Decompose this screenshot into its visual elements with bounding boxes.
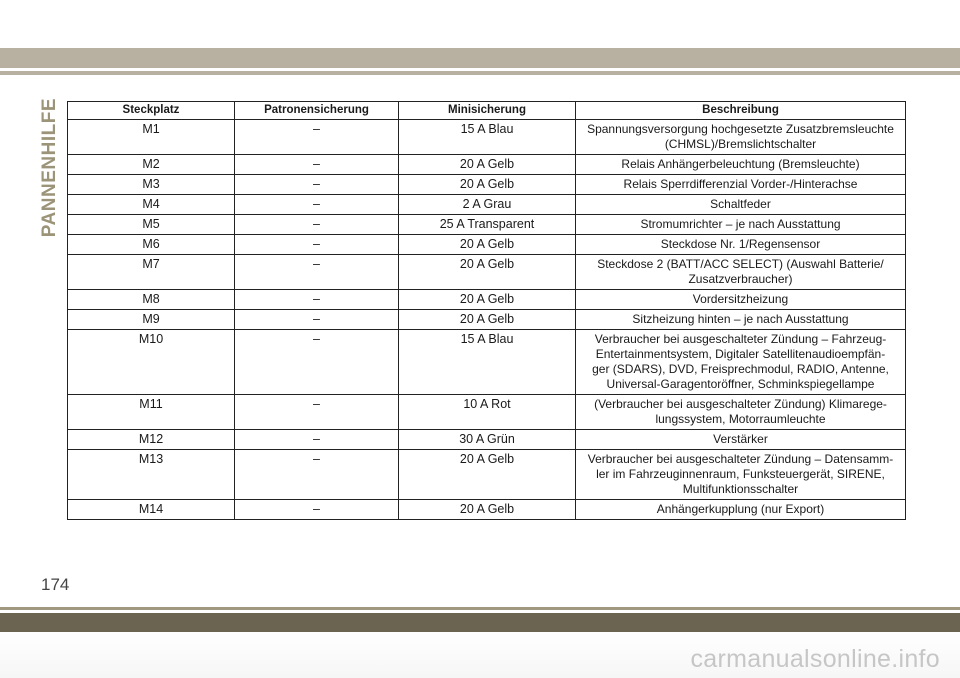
section-side-title: PANNENHILFE xyxy=(39,98,60,238)
cell-slot: M14 xyxy=(68,500,235,520)
table-row xyxy=(68,430,906,450)
cell-slot: M5 xyxy=(68,215,235,235)
cell-description: Verbraucher bei ausgeschalteter Zündung – Datensamm- ler im Fahrzeuginnenraum, Funksteuergerät, SIRENE, Multifunktionsschalter xyxy=(576,450,906,500)
table-row xyxy=(68,330,906,395)
cell-description: Spannungsversorgung hochgesetzte Zusatzbremsleuchte (CHMSL)/Bremslichtschalter xyxy=(576,120,906,155)
cell-slot: M12 xyxy=(68,430,235,450)
cell-slot: M8 xyxy=(68,290,235,310)
header-cartridge-fuse: Patronensicherung xyxy=(235,102,399,120)
table-row xyxy=(68,195,906,215)
top-decorative-band xyxy=(0,48,960,68)
table-row xyxy=(68,450,906,500)
cell-cartridge: – xyxy=(235,450,399,500)
fuse-table xyxy=(67,101,906,520)
cell-cartridge: – xyxy=(235,195,399,215)
header-description: Beschreibung xyxy=(576,102,906,120)
cell-mini: 20 A Gelb xyxy=(399,290,576,310)
cell-description: Verbraucher bei ausgeschalteter Zündung – Fahrzeug- Entertainmentsystem, Digitaler Satellitenaudioempfän- ger (SDARS), DVD, Freisprechmodul, RADIO, Antenne, Universal-Garagentoröffner, Schminkspiegellampe xyxy=(576,330,906,395)
cell-description: Relais Sperrdifferenzial Vorder-/Hinterachse xyxy=(576,175,906,195)
cell-slot: M7 xyxy=(68,255,235,290)
header-mini-fuse: Minisicherung xyxy=(399,102,576,120)
cell-cartridge: – xyxy=(235,395,399,430)
table-row xyxy=(68,290,906,310)
cell-description: Steckdose 2 (BATT/ACC SELECT) (Auswahl Batterie/ Zusatzverbraucher) xyxy=(576,255,906,290)
cell-mini: 15 A Blau xyxy=(399,330,576,395)
cell-slot: M9 xyxy=(68,310,235,330)
watermark-text: carmanualsonline.info xyxy=(690,645,940,673)
cell-slot: M10 xyxy=(68,330,235,395)
cell-cartridge: – xyxy=(235,430,399,450)
cell-cartridge: – xyxy=(235,330,399,395)
table-row xyxy=(68,255,906,290)
cell-cartridge: – xyxy=(235,310,399,330)
cell-description: Steckdose Nr. 1/Regensensor xyxy=(576,235,906,255)
cell-mini: 20 A Gelb xyxy=(399,255,576,290)
cell-mini: 20 A Gelb xyxy=(399,155,576,175)
cell-cartridge: – xyxy=(235,120,399,155)
cell-mini: 20 A Gelb xyxy=(399,310,576,330)
page-number: 174 xyxy=(41,575,70,594)
table-row xyxy=(68,310,906,330)
top-decorative-line xyxy=(0,71,960,75)
cell-cartridge: – xyxy=(235,155,399,175)
cell-cartridge: – xyxy=(235,500,399,520)
cell-mini: 2 A Grau xyxy=(399,195,576,215)
table-header-row xyxy=(68,102,906,120)
cell-description: Stromumrichter – je nach Ausstattung xyxy=(576,215,906,235)
bottom-decorative-band xyxy=(0,613,960,632)
cell-mini: 20 A Gelb xyxy=(399,175,576,195)
cell-slot: M11 xyxy=(68,395,235,430)
cell-description: (Verbraucher bei ausgeschalteter Zündung) Klimarege- lungssystem, Motorraumleuchte xyxy=(576,395,906,430)
cell-mini: 20 A Gelb xyxy=(399,450,576,500)
table-row xyxy=(68,500,906,520)
cell-slot: M6 xyxy=(68,235,235,255)
table-row xyxy=(68,395,906,430)
cell-cartridge: – xyxy=(235,215,399,235)
cell-slot: M1 xyxy=(68,120,235,155)
cell-cartridge: – xyxy=(235,290,399,310)
cell-description: Relais Anhängerbeleuchtung (Bremsleuchte) xyxy=(576,155,906,175)
cell-mini: 20 A Gelb xyxy=(399,500,576,520)
cell-mini: 25 A Transparent xyxy=(399,215,576,235)
table-row xyxy=(68,235,906,255)
table-row xyxy=(68,155,906,175)
cell-mini: 20 A Gelb xyxy=(399,235,576,255)
cell-cartridge: – xyxy=(235,235,399,255)
table-row xyxy=(68,215,906,235)
cell-description: Vordersitzheizung xyxy=(576,290,906,310)
cell-description: Verstärker xyxy=(576,430,906,450)
cell-cartridge: – xyxy=(235,255,399,290)
cell-mini: 10 A Rot xyxy=(399,395,576,430)
cell-slot: M13 xyxy=(68,450,235,500)
cell-description: Sitzheizung hinten – je nach Ausstattung xyxy=(576,310,906,330)
header-slot: Steckplatz xyxy=(68,102,235,120)
table-row xyxy=(68,175,906,195)
bottom-decorative-line xyxy=(0,607,960,610)
table-row xyxy=(68,120,906,155)
cell-slot: M3 xyxy=(68,175,235,195)
cell-slot: M2 xyxy=(68,155,235,175)
cell-cartridge: – xyxy=(235,175,399,195)
cell-mini: 30 A Grün xyxy=(399,430,576,450)
cell-description: Anhängerkupplung (nur Export) xyxy=(576,500,906,520)
cell-slot: M4 xyxy=(68,195,235,215)
cell-description: Schaltfeder xyxy=(576,195,906,215)
cell-mini: 15 A Blau xyxy=(399,120,576,155)
